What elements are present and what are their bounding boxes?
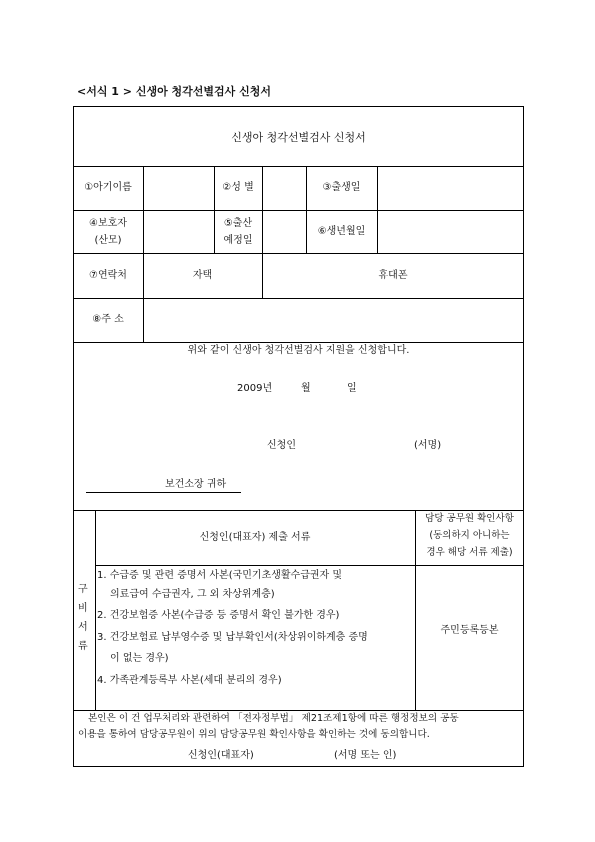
addressee-underline [86,492,241,493]
doc-item-1-cont: 의료급여 수급권자, 그 외 차상위계층) [110,589,275,600]
application-form [73,106,524,767]
rule [73,342,524,343]
doc-item-3: 3. 건강보험료 납부영수증 및 납부확인서(차상위이하계층 증명 [97,632,368,643]
rule [73,298,524,299]
mobile-phone-label: 휴대폰 [378,270,408,281]
form-label: <서식 1 > 신생아 청각선별검사 신청서 [77,85,271,98]
sex-label: ②성 별 [222,182,254,193]
docs-header-applicant: 신청인(대표자) 제출 서류 [199,532,311,543]
doc-item-1: 1. 수급증 및 관련 증명서 사본(국민기초생활수급권자 및 [97,570,343,581]
side-label-3: 서 [78,622,88,633]
due-date-sub-label: 예정일 [223,235,253,246]
contact-label: ⑦연락처 [89,270,127,281]
applicant-label: 신청인 [267,440,296,451]
address-label: ⑧주 소 [92,314,124,325]
rule [143,166,144,342]
resident-registration-copy: 주민등록등본 [440,625,499,636]
addressee: 보건소장 귀하 [165,479,227,490]
guardian-label: ④보호자 [89,218,127,229]
signature-label: (서명) [414,440,442,451]
rule [377,166,378,253]
box-title: 신생아 청각선별검사 신청서 [231,131,366,144]
side-label-2: 비 [78,603,88,614]
rule [73,253,524,254]
doc-item-2: 2. 건강보험증 사본(수급증 등 증명서 확인 불가한 경우) [97,610,340,621]
consent-line-1: 본인은 이 건 업무처리와 관련하여 「전자정부법」 제21조제1항에 따른 행정정보의 공동 [88,713,459,724]
consent-applicant-label: 신청인(대표자) [188,750,254,761]
rule [73,510,524,511]
date-day: 일 [347,383,357,394]
home-phone-label: 자택 [192,270,213,281]
date-year: 2009년 [237,383,273,394]
rule [73,166,524,167]
baby-name-label: ①아기이름 [84,182,132,193]
docs-header-official: 담당 공무원 확인사항 [425,513,514,524]
doc-item-3-cont: 이 없는 경우) [110,653,169,664]
docs-header-official-sub: 경우 해당 서류 제출) [426,547,513,558]
guardian-sub-label: (산모) [94,235,122,246]
rule [95,565,524,566]
side-label-1: 구 [78,584,88,595]
doc-item-4: 4. 가족관계등록부 사본(세대 분리의 경우) [97,675,282,686]
consent-line-2: 이용을 통하여 담당공무원이 위의 담당공무원 확인사항을 확인하는 것에 동의합니다. [78,729,430,740]
birth-date-label: ③출생일 [322,182,361,193]
rule [73,710,524,711]
docs-header-official-sub: (동의하지 아니하는 [429,530,510,541]
rule [306,166,307,253]
dob-label: ⑥생년월일 [317,226,366,237]
rule [73,210,524,211]
application-statement: 위와 같이 신생아 청각선별검사 지원을 신청합니다. [187,345,410,356]
consent-signature-label: (서명 또는 인) [334,750,397,761]
side-label-4: 류 [78,641,88,652]
due-date-label: ⑤출산 [223,218,253,229]
date-month: 월 [301,383,311,394]
